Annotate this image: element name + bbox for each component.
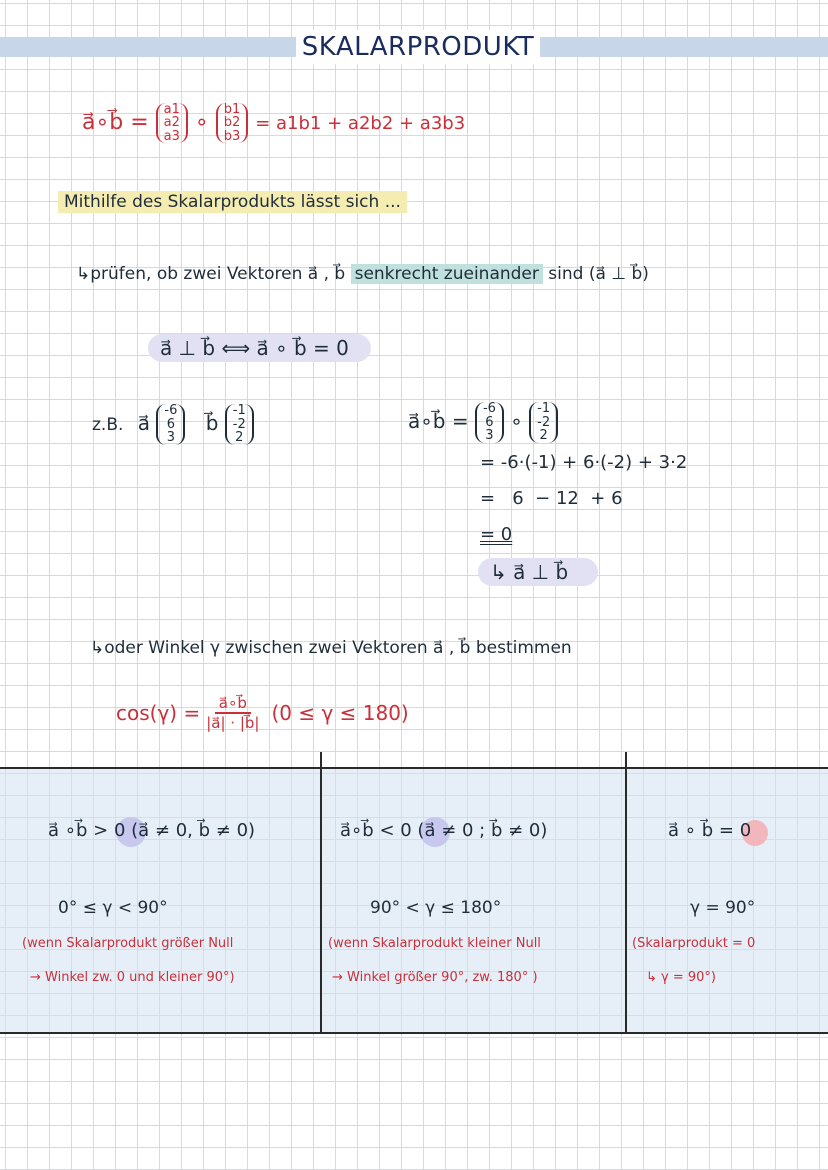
cos-fraction	[206, 694, 259, 732]
case-negative-note-2: → Winkel größer 90°, zw. 180° )	[332, 970, 538, 985]
definition-rhs: = a1b1 + a2b2 + a3b3	[255, 113, 466, 134]
case-positive-note-2: → Winkel zw. 0 und kleiner 90°)	[30, 970, 235, 985]
cases-divider-2	[625, 752, 627, 1032]
calc-b-3: 2	[539, 428, 548, 444]
case-zero-condition: a⃗ ∘ b⃗ = 0	[668, 820, 752, 841]
intro-highlight: Mithilfe des Skalarprodukts lässt sich ...	[58, 191, 407, 213]
example-a-vector	[156, 404, 185, 445]
page-title: SKALARPRODUKT	[301, 32, 535, 62]
example-b-vector	[225, 404, 254, 445]
calc-a-3: 3	[485, 428, 494, 444]
vector-b-1: b1	[223, 101, 241, 117]
case-negative-note-1: (wenn Skalarprodukt kleiner Null	[328, 936, 541, 951]
case-negative-condition: a⃗∘b⃗ < 0 (a⃗ ≠ 0 ; b⃗ ≠ 0)	[340, 820, 548, 841]
calc-b-1: -1	[537, 401, 551, 417]
circ-operator: ∘	[194, 110, 209, 135]
vector-b-2: b2	[223, 115, 241, 131]
example-a-name: a⃗	[137, 411, 151, 435]
vector-a-2: a2	[163, 115, 180, 131]
calc-step-2: = 6 − 12 + 6	[480, 488, 623, 509]
definition-lhs: a⃗∘b⃗ =	[82, 110, 149, 135]
angle-sentence: ↳oder Winkel γ zwischen zwei Vektoren a⃗ , b⃗ bestimmen	[90, 638, 572, 658]
calc-lhs: a⃗∘b⃗ =	[408, 409, 469, 433]
case-zero-note-2: ↳ γ = 90°)	[646, 970, 716, 985]
perp-rule: a⃗ ⊥ b⃗ ⟺ a⃗ ∘ b⃗ = 0	[148, 334, 371, 362]
case-positive-angle: 0° ≤ γ < 90°	[58, 898, 168, 918]
perp-text-pre: ↳prüfen, ob zwei Vektoren a⃗ , b⃗	[76, 264, 346, 284]
calc-circ: ∘	[510, 409, 523, 433]
case-zero-angle: γ = 90°	[690, 898, 756, 918]
case-zero-note-1: (Skalarprodukt = 0	[632, 936, 756, 951]
calc-result: ↳ a⃗ ⊥ b⃗	[478, 558, 598, 586]
perp-text-post: sind (a⃗ ⊥ b⃗)	[548, 264, 649, 284]
calc-a-2: 6	[485, 414, 494, 430]
vector-b-3: b3	[223, 128, 241, 144]
perp-text-highlight: senkrecht zueinander	[351, 264, 543, 284]
vector-a-3: a3	[163, 128, 180, 144]
example-a-3: 3	[166, 430, 176, 446]
calc-b-vector	[529, 402, 558, 443]
cases-divider-1	[320, 752, 322, 1032]
cos-range: (0 ≤ γ ≤ 180)	[271, 701, 409, 725]
cos-formula	[116, 694, 409, 732]
case-positive-condition: a⃗ ∘b⃗ > 0 (a⃗ ≠ 0, b⃗ ≠ 0)	[48, 820, 256, 841]
example-calc-first	[408, 396, 558, 446]
cos-numerator: a⃗∘b⃗	[215, 694, 251, 714]
cos-denominator: |a⃗| · |b⃗|	[206, 714, 260, 732]
example-label: z.B.	[92, 415, 124, 435]
calc-b-2: -2	[537, 414, 551, 430]
calc-a-1: -6	[482, 401, 496, 417]
example-a-1: -6	[164, 403, 178, 419]
example-b-name: b⃗	[205, 411, 219, 435]
case-negative-angle: 90° < γ ≤ 180°	[370, 898, 502, 918]
case-positive-note-1: (wenn Skalarprodukt größer Null	[22, 936, 234, 951]
cos-lhs: cos(γ) =	[116, 701, 201, 725]
vector-a-components	[156, 103, 188, 144]
calc-step-3: = 0	[480, 524, 513, 545]
perp-sentence	[76, 264, 649, 284]
definition-formula	[82, 98, 465, 149]
example-b-2: -2	[232, 416, 246, 432]
intro-text	[58, 192, 407, 212]
example-b-3: 2	[235, 430, 244, 446]
vector-b-components	[216, 103, 249, 144]
example-b-1: -1	[232, 403, 246, 419]
example-vectors	[92, 400, 254, 448]
example-a-2: 6	[166, 416, 176, 432]
vector-a-1: a1	[163, 101, 180, 117]
calc-a-vector	[475, 402, 504, 443]
calc-step-1: = -6·(-1) + 6·(-2) + 3·2	[480, 452, 688, 473]
